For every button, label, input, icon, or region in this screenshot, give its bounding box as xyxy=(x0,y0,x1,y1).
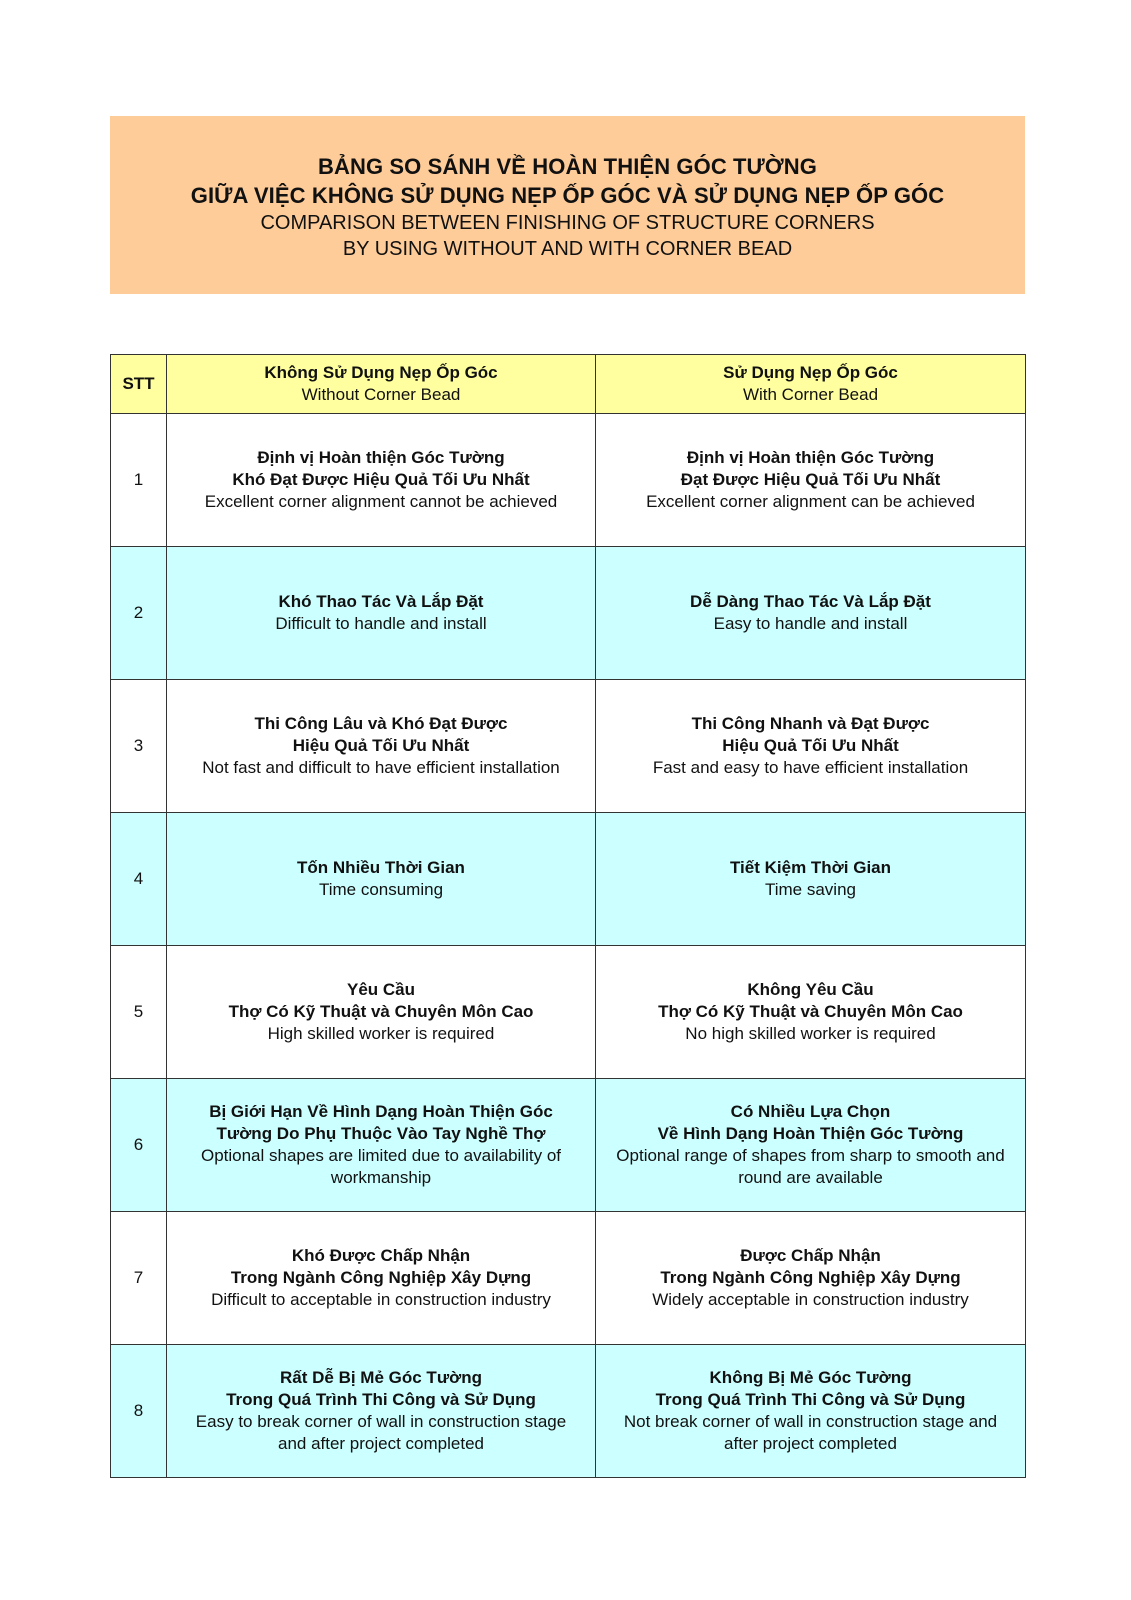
title-banner xyxy=(110,116,1025,294)
without-en-line: Optional shapes are limited due to availability of xyxy=(200,1146,562,1165)
without-vi-line: Rất Dễ Bị Mẻ Góc Tường xyxy=(280,1368,482,1387)
without-vi-line: Tốn Nhiều Thời Gian xyxy=(297,858,465,877)
with-en-line: Excellent corner alignment can be achieved xyxy=(646,492,975,511)
header-without-en: Without Corner Bead xyxy=(301,385,461,404)
table-row xyxy=(111,680,1026,813)
table-row xyxy=(111,946,1026,1079)
cell-with xyxy=(596,1079,1026,1212)
with-vi-line: Trong Ngành Công Nghiệp Xây Dựng xyxy=(660,1268,961,1287)
cell-without xyxy=(167,680,596,813)
cell-without xyxy=(167,1079,596,1212)
without-vi-line: Trong Quá Trình Thi Công và Sử Dụng xyxy=(226,1390,536,1409)
cell-without xyxy=(167,414,596,547)
cell-without xyxy=(167,547,596,680)
with-en-line: Fast and easy to have efficient installation xyxy=(652,758,969,777)
with-vi-line: Không Bị Mẻ Góc Tường xyxy=(709,1368,912,1387)
with-vi-line: Không Yêu Cầu xyxy=(747,980,874,999)
with-en-line: round are available xyxy=(738,1168,883,1187)
without-en-line: Excellent corner alignment cannot be achieved xyxy=(204,492,558,511)
cell-with xyxy=(596,1212,1026,1345)
table-row xyxy=(111,1079,1026,1212)
with-vi-line: Được Chấp Nhận xyxy=(740,1246,881,1265)
row-number: 3 xyxy=(111,680,167,813)
without-en-line: workmanship xyxy=(330,1168,432,1187)
cell-with xyxy=(596,680,1026,813)
row-number: 8 xyxy=(111,1345,167,1478)
with-en-line: No high skilled worker is required xyxy=(685,1024,936,1043)
with-vi-line: Định vị Hoàn thiện Góc Tường xyxy=(686,448,935,467)
without-vi-line: Bị Giới Hạn Về Hình Dạng Hoàn Thiện Góc xyxy=(209,1102,553,1121)
with-en-line: Time saving xyxy=(764,880,856,899)
with-en-line: Optional range of shapes from sharp to smooth and xyxy=(616,1146,1005,1165)
without-vi-line: Khó Đạt Được Hiệu Quả Tối Ưu Nhất xyxy=(232,470,530,489)
with-vi-line: Có Nhiều Lựa Chọn xyxy=(730,1102,891,1121)
table-row xyxy=(111,414,1026,547)
header-with-vi: Sử Dụng Nẹp Ốp Góc xyxy=(723,363,898,382)
without-en-line: High skilled worker is required xyxy=(267,1024,495,1043)
title-vi-line1: BẢNG SO SÁNH VỀ HOÀN THIỆN GÓC TƯỜNG xyxy=(318,154,817,179)
with-vi-line: Về Hình Dạng Hoàn Thiện Góc Tường xyxy=(657,1124,964,1143)
without-en-line: and after project completed xyxy=(277,1434,484,1453)
header-with-en: With Corner Bead xyxy=(742,385,879,404)
without-en-line: Not fast and difficult to have efficient installation xyxy=(202,758,560,777)
cell-with xyxy=(596,414,1026,547)
header-without-vi: Không Sử Dụng Nẹp Ốp Góc xyxy=(264,363,498,382)
with-vi-line: Trong Quá Trình Thi Công và Sử Dụng xyxy=(655,1390,966,1409)
row-number: 4 xyxy=(111,813,167,946)
cell-without xyxy=(167,813,596,946)
without-en-line: Difficult to acceptable in construction industry xyxy=(211,1290,551,1309)
with-en-line: Widely acceptable in construction industry xyxy=(652,1290,969,1309)
without-en-line: Difficult to handle and install xyxy=(275,614,487,633)
without-vi-line: Thợ Có Kỹ Thuật và Chuyên Môn Cao xyxy=(228,1002,534,1021)
without-vi-line: Hiệu Quả Tối Ưu Nhất xyxy=(292,736,470,755)
with-vi-line: Dễ Dàng Thao Tác Và Lắp Đặt xyxy=(690,592,931,611)
header-with xyxy=(596,355,1026,414)
without-vi-line: Tường Do Phụ Thuộc Vào Tay Nghề Thợ xyxy=(216,1124,546,1143)
title-en-line1: COMPARISON BETWEEN FINISHING OF STRUCTURE CORNERS xyxy=(260,212,875,234)
without-vi-line: Định vị Hoàn thiện Góc Tường xyxy=(257,448,505,467)
cell-without xyxy=(167,1345,596,1478)
with-vi-line: Tiết Kiệm Thời Gian xyxy=(729,858,892,877)
without-en-line: Time consuming xyxy=(318,880,444,899)
with-en-line: Easy to handle and install xyxy=(713,614,908,633)
table-row xyxy=(111,547,1026,680)
with-vi-line: Thợ Có Kỹ Thuật và Chuyên Môn Cao xyxy=(658,1002,963,1021)
cell-with xyxy=(596,946,1026,1079)
without-vi-line: Khó Thao Tác Và Lắp Đặt xyxy=(278,592,484,611)
title-vi-line2: GIỮA VIỆC KHÔNG SỬ DỤNG NẸP ỐP GÓC VÀ SỬ DỤNG NẸP ỐP GÓC xyxy=(190,183,945,208)
cell-without xyxy=(167,946,596,1079)
title-en-line2: BY USING WITHOUT AND WITH CORNER BEAD xyxy=(342,238,793,260)
with-vi-line: Đạt Được Hiệu Quả Tối Ưu Nhất xyxy=(680,470,941,489)
without-vi-line: Thi Công Lâu và Khó Đạt Được xyxy=(254,714,508,733)
with-vi-line: Hiệu Quả Tối Ưu Nhất xyxy=(722,736,899,755)
without-en-line: Easy to break corner of wall in construction stage xyxy=(195,1412,567,1431)
cell-with xyxy=(596,813,1026,946)
header-without xyxy=(167,355,596,414)
header-stt: STT xyxy=(111,355,167,414)
cell-without xyxy=(167,1212,596,1345)
cell-with xyxy=(596,547,1026,680)
with-en-line: after project completed xyxy=(724,1434,897,1453)
row-number: 5 xyxy=(111,946,167,1079)
cell-with xyxy=(596,1345,1026,1478)
without-vi-line: Yêu Cầu xyxy=(346,980,416,999)
row-number: 1 xyxy=(111,414,167,547)
comparison-table xyxy=(110,354,1026,1478)
row-number: 2 xyxy=(111,547,167,680)
without-vi-line: Khó Được Chấp Nhận xyxy=(291,1246,471,1265)
with-vi-line: Thi Công Nhanh và Đạt Được xyxy=(691,714,930,733)
header-row xyxy=(111,355,1026,414)
row-number: 7 xyxy=(111,1212,167,1345)
with-en-line: Not break corner of wall in construction stage and xyxy=(623,1412,998,1431)
without-vi-line: Trong Ngành Công Nghiệp Xây Dựng xyxy=(230,1268,532,1287)
table-row xyxy=(111,813,1026,946)
row-number: 6 xyxy=(111,1079,167,1212)
table-row xyxy=(111,1345,1026,1478)
table-row xyxy=(111,1212,1026,1345)
